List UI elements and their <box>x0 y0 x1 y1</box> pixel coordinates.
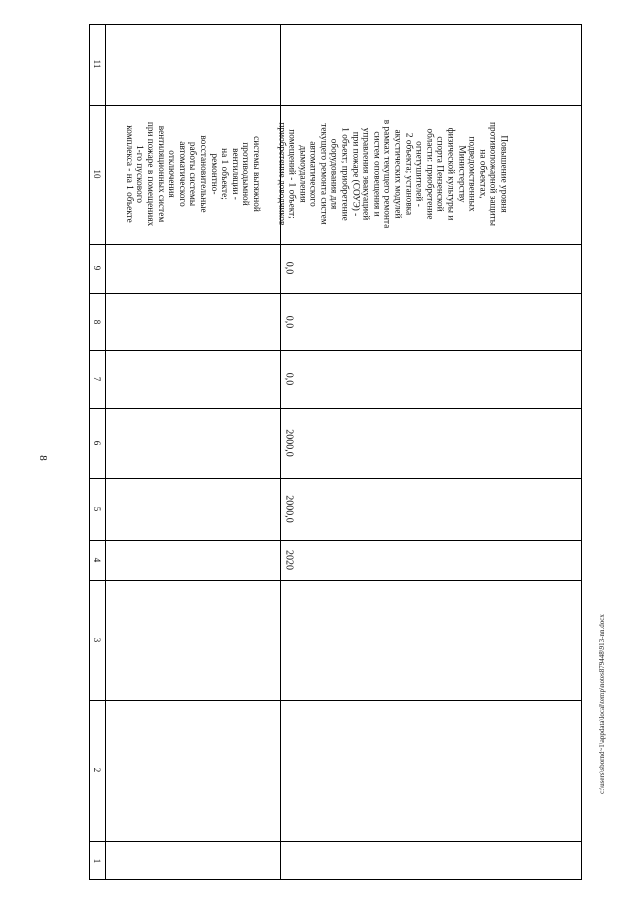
row2-col8-value: 0,0 <box>283 315 295 329</box>
col-header-4: 4 <box>92 557 102 563</box>
col-divider <box>89 105 582 106</box>
row2-col4-value: 2020 <box>283 550 295 570</box>
col-header-2: 2 <box>92 767 102 773</box>
col-divider <box>89 841 582 842</box>
row2-col5-value: 2000,0 <box>283 495 295 523</box>
col-header-6: 6 <box>92 440 102 446</box>
col-divider <box>89 580 582 581</box>
col-header-10: 10 <box>92 169 102 179</box>
col-divider <box>89 350 582 351</box>
col-divider <box>89 408 582 409</box>
row2-col9-value: 0,0 <box>283 261 295 275</box>
col-header-5: 5 <box>92 506 102 512</box>
row2-col10-text: Повышение уровня противопожарной защиты на объектах, подведомственных Министерству физической культуры и спорта Пензенской области: приобретение огнетушителей - 2 объекта; установка акустических модулей в рамках текущего ремонта систем оповещения и управления эвакуацией при пожаре (СОУЭ) - 1 объект; приобретение оборудования для текущего ремонта систем автоматического дымоудаления помещений - 1 объект; приобретение доводчиков <box>276 119 509 229</box>
col-header-7: 7 <box>92 376 102 382</box>
col-divider <box>89 293 582 294</box>
col-divider <box>89 478 582 479</box>
row1-col10-text: системы вытяжной противодымной вентиляции - на 1 объекте; ремонтно- восстановительные работы системы автоматического отключения вентиляционных систем при пожаре в помещениях 1-го пускового комплекса - на 1 объекте <box>123 121 261 227</box>
col-header-1: 1 <box>92 858 102 864</box>
col-header-8: 8 <box>92 319 102 325</box>
col-divider <box>89 244 582 245</box>
header-row-divider <box>105 24 106 880</box>
col-divider <box>89 700 582 701</box>
row2-col6-value: 2000,0 <box>283 429 295 457</box>
col-divider <box>89 540 582 541</box>
row2-col7-value: 0,0 <box>283 372 295 386</box>
col-header-9: 9 <box>92 265 102 271</box>
col-header-3: 3 <box>92 637 102 643</box>
col-header-11: 11 <box>92 59 102 69</box>
footer-file-path: c:\users\sbornd~1\appdata\local\temp\notes879448\913-nn.docx <box>598 614 606 794</box>
page-number: 8 <box>36 455 49 461</box>
